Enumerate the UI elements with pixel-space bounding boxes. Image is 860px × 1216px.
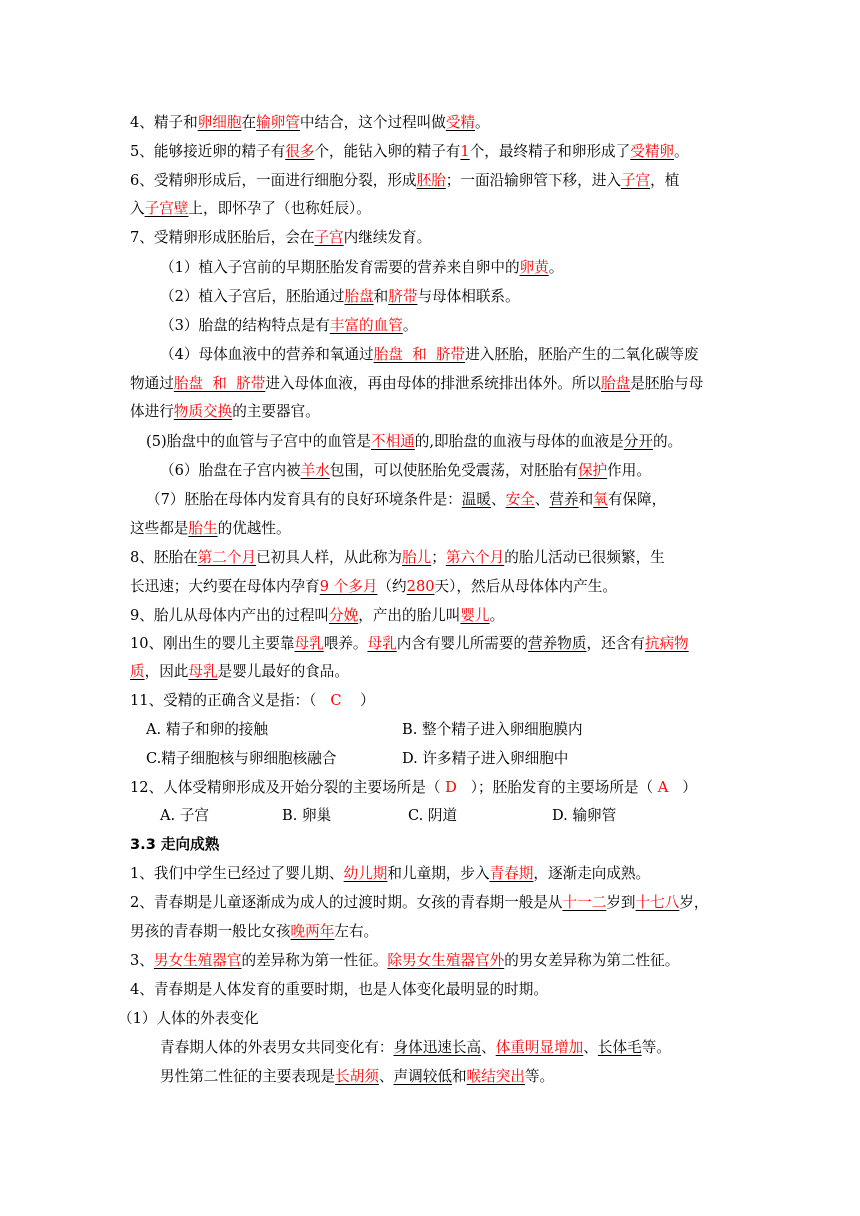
- answer: 羊水: [300, 462, 330, 479]
- answer: 第二个月: [197, 549, 257, 566]
- text-segment: 和: [451, 1068, 467, 1085]
- question-7-3: [160, 316, 417, 336]
- text-segment: 的主要器官。: [232, 403, 320, 420]
- answer: 280: [406, 578, 435, 595]
- text-segment: 中结合，这个过程叫做: [299, 114, 446, 131]
- text-segment: （2）植入子宫后，胚胎通过: [160, 288, 345, 305]
- answer: A: [657, 779, 669, 796]
- answer: 子宫: [620, 172, 651, 189]
- question-7-1: [160, 258, 563, 278]
- answer: 营养: [549, 491, 579, 508]
- text-segment: 等。: [524, 1068, 555, 1085]
- answer: 第六个月: [445, 549, 505, 566]
- answer: 氧: [593, 491, 608, 508]
- text-segment: 。: [674, 143, 689, 160]
- text-segment: （4）母体血液中的营养和氧通过: [160, 346, 374, 363]
- text-segment: 、: [378, 1068, 394, 1085]
- text-segment: 11、受精的正确含义是指：（: [130, 692, 317, 709]
- question-7-4-line-3: [130, 402, 320, 422]
- question-9: [130, 606, 504, 626]
- answer: 安全: [505, 491, 535, 508]
- text-segment: 的差异称为第一性征。: [241, 952, 388, 969]
- text-segment: 是婴儿最好的食品。: [217, 663, 349, 680]
- option-c: C. 阴道: [408, 807, 458, 824]
- text-segment: 3、: [130, 952, 154, 969]
- text-segment: 。: [548, 259, 564, 276]
- answer: 晚两年: [290, 923, 335, 940]
- answer: 胎盘 和 脐带: [373, 346, 466, 363]
- text-segment: 这些都是: [130, 520, 189, 537]
- text-segment: 岁到: [606, 894, 636, 911]
- text-segment: ，逐渐走向成熟。: [533, 865, 651, 882]
- answer: 保护: [577, 462, 608, 479]
- text-segment: （6）胎盘在子宫内被: [160, 462, 301, 479]
- text-segment: 入: [130, 200, 145, 217]
- text-segment: ，植: [650, 172, 680, 189]
- answer: D: [445, 779, 457, 796]
- text-segment: 9、胎儿从母体内产出的过程叫: [130, 607, 330, 624]
- answer: 婴儿: [460, 607, 490, 624]
- text-segment: 天），然后从母体体内产生。: [434, 578, 617, 595]
- text-segment: ，因此: [144, 663, 189, 680]
- answer: 温暖: [461, 491, 491, 508]
- answer: 青春期: [489, 865, 534, 882]
- answer: 男女生殖器官: [153, 952, 242, 969]
- text-segment: 、: [534, 491, 550, 508]
- answer: 很多: [285, 143, 315, 160]
- question-6-line-2: [130, 199, 371, 219]
- answer: 子宫: [314, 229, 344, 246]
- option-a: A. 子宫: [160, 807, 210, 824]
- answer: C: [330, 692, 342, 709]
- answer: 不相通: [371, 433, 415, 450]
- text-segment: 的男女差异称为第二性征。: [504, 952, 680, 969]
- section-heading: 3.3 走向成熟: [130, 836, 220, 853]
- text-segment: 个，最终精子和卵形成了: [469, 143, 631, 160]
- text-segment: 喂养。: [323, 635, 368, 652]
- answer: 1: [460, 143, 470, 160]
- option-c: C.精子细胞核与卵细胞核融合: [146, 750, 337, 767]
- section-q1: [130, 864, 650, 884]
- answer: 幼儿期: [343, 865, 388, 882]
- question-7-7-line-2: [130, 519, 291, 539]
- question-10-line-1: [130, 634, 689, 654]
- answer: 质: [130, 663, 145, 680]
- option-d: D. 输卵管: [552, 807, 617, 824]
- text-segment: 。: [489, 607, 505, 624]
- text-segment: 10、刚出生的婴儿主要靠: [130, 635, 295, 652]
- text-segment: 的胎儿活动已很频繁，生: [504, 549, 665, 566]
- option-d: D. 许多精子进入卵细胞中: [402, 750, 569, 767]
- answer: 喉结突出: [466, 1068, 525, 1085]
- text-segment: 作用。: [607, 462, 651, 479]
- answer: 丰富的血管: [329, 317, 403, 334]
- text-segment: 上，即怀孕了（也称妊辰）。: [188, 200, 371, 217]
- answer: 分娩: [329, 607, 359, 624]
- text-segment: 1、我们中学生已经过了婴儿期、: [130, 865, 344, 882]
- text-segment: 已初具人样，从此称为: [256, 549, 403, 566]
- text-segment: 左右。: [334, 923, 379, 940]
- answer: 长胡须: [335, 1068, 379, 1085]
- question-5: [130, 142, 689, 162]
- text-segment: 的,即胎盘的血液与母体的血液是: [414, 433, 624, 450]
- text-segment: 。: [475, 114, 490, 131]
- text-segment: 与母体相联系。: [417, 288, 520, 305]
- answer: 十七八: [635, 894, 680, 911]
- answer: 母乳: [367, 635, 397, 652]
- section-q3: [130, 951, 679, 971]
- question-4: [130, 113, 490, 133]
- question-7-4-line-1: [160, 345, 699, 365]
- text-segment: 岁，: [679, 894, 709, 911]
- text-segment: 4、精子和: [130, 114, 198, 131]
- text-segment: ；: [431, 549, 446, 566]
- text-segment: 有保障，: [607, 491, 667, 508]
- text-segment: 进入胚胎，胚胎产生的二氧化碳等废: [465, 346, 699, 363]
- answer: 物质交换: [173, 403, 233, 420]
- answer: 脐带: [388, 288, 418, 305]
- text-segment: 个，能钻入卵的精子有: [314, 143, 461, 160]
- text-segment: 包围，可以使胚胎免受震荡，对胚胎有: [329, 462, 578, 479]
- text-segment: 进入母体血液，再由母体的排泄系统排出体外。所以: [265, 375, 601, 392]
- text-segment: 男孩的青春期一般比女孩: [130, 923, 291, 940]
- question-12: [130, 778, 697, 798]
- text-segment: （3）胎盘的结构特点是有: [160, 317, 330, 334]
- option-b: B. 整个精子进入卵细胞膜内: [402, 721, 583, 738]
- question-7-5: [146, 432, 682, 452]
- text-segment: （1）植入子宫前的早期胚胎发育需要的营养来自卵中的: [160, 259, 520, 276]
- text-segment: ）: [682, 779, 697, 796]
- text-segment: 的。: [652, 433, 683, 450]
- text-segment: 内含有婴儿所需要的: [396, 635, 529, 652]
- answer: 除男女生殖器官外: [387, 952, 505, 969]
- question-7-4-line-2: [130, 374, 703, 394]
- text-segment: 和儿童期，步入: [387, 865, 490, 882]
- text-segment: 和: [578, 491, 594, 508]
- text-segment: 6、受精卵形成后，一面进行细胞分裂，形成: [130, 172, 417, 189]
- answer: 卵黄: [519, 259, 549, 276]
- text-segment: ）；胚胎发育的主要场所是（: [470, 779, 654, 796]
- text-segment: ；一面沿输卵管下移，进入: [445, 172, 621, 189]
- answer: 抗病物: [644, 635, 689, 652]
- answer: 胎盘: [601, 375, 631, 392]
- question-7: [130, 228, 431, 248]
- text-segment: 是胚胎与母: [630, 375, 704, 392]
- answer: 子宫壁: [144, 200, 189, 217]
- question-10-line-2: [130, 662, 349, 682]
- text-segment: 长迅速；大约要在母体内孕育: [130, 578, 320, 595]
- text-segment: 的优越性。: [217, 520, 291, 537]
- section-q4-1-b: [160, 1067, 554, 1087]
- answer: 受精卵: [630, 143, 675, 160]
- text-segment: 内继续发育。: [343, 229, 432, 246]
- text-segment: 体进行: [130, 403, 174, 420]
- text-segment: 7、受精卵形成胚胎后，会在: [130, 229, 315, 246]
- answer: 胎盘: [344, 288, 374, 305]
- section-q4-1: （1）人体的外表变化: [118, 1010, 259, 1027]
- answer: 胎盘 和 脐带: [173, 375, 266, 392]
- answer: 母乳: [294, 635, 324, 652]
- text-segment: (5)胎盘中的血管与子宫中的血管是: [146, 433, 371, 450]
- text-segment: 2、青春期是儿童逐渐成为成人的过渡时期。女孩的青春期一般是从: [130, 894, 563, 911]
- question-11: [130, 691, 375, 711]
- answer: 卵细胞: [197, 114, 242, 131]
- text-segment: 物通过: [130, 375, 174, 392]
- answer: 分开: [623, 433, 653, 450]
- question-8-line-2: [130, 577, 617, 597]
- option-a: A. 精子和卵的接触: [146, 721, 268, 738]
- section-q2-line-2: [130, 922, 378, 942]
- section-q4: 4、青春期是人体发育的重要时期，也是人体变化最明显的时期。: [130, 981, 548, 998]
- text-segment: 、: [481, 1039, 496, 1056]
- question-7-6: [160, 461, 651, 481]
- answer: 十一二: [562, 894, 607, 911]
- answer: 胎生: [188, 520, 218, 537]
- text-segment: （约: [377, 578, 407, 595]
- answer: 胎儿: [402, 549, 432, 566]
- question-7-7-line-1: [146, 490, 666, 510]
- section-q4-1-a: [160, 1038, 671, 1058]
- question-8-line-1: [130, 548, 665, 568]
- answer: 9 个多月: [319, 578, 378, 595]
- text-segment: 等。: [641, 1039, 671, 1056]
- text-segment: 青春期人体的外表男女共同变化有：: [160, 1039, 394, 1056]
- section-q2-line-1: [130, 893, 709, 913]
- text-segment: 12、人体受精卵形成及开始分裂的主要场所是（: [130, 779, 441, 796]
- text-segment: ）: [360, 692, 375, 709]
- text-segment: 和: [373, 288, 389, 305]
- text-segment: 、: [490, 491, 506, 508]
- text-segment: 5、能够接近卵的精子有: [130, 143, 286, 160]
- text-segment: 。: [402, 317, 418, 334]
- answer: 胚胎: [416, 172, 446, 189]
- option-b: B. 卵巢: [282, 807, 332, 824]
- answer: 母乳: [188, 663, 218, 680]
- answer: 营养物质: [528, 635, 587, 652]
- text-segment: 8、胚胎在: [130, 549, 198, 566]
- text-segment: ，还含有: [586, 635, 645, 652]
- answer: 输卵管: [256, 114, 300, 131]
- text-segment: 、: [583, 1039, 598, 1056]
- answer: 长体毛: [597, 1039, 642, 1056]
- question-7-2: [160, 287, 520, 307]
- question-6-line-1: [130, 171, 679, 191]
- answer: 声调较低: [393, 1068, 452, 1085]
- text-segment: 男性第二性征的主要表现是: [160, 1068, 336, 1085]
- answer: 体重明显增加: [495, 1039, 584, 1056]
- answer: 受精: [445, 114, 476, 131]
- text-segment: ，产出的胎儿叫: [358, 607, 461, 624]
- text-segment: 在: [241, 114, 257, 131]
- answer: 身体迅速长高: [393, 1039, 482, 1056]
- text-segment: （7）胚胎在母体内发育具有的良好环境条件是：: [146, 491, 462, 508]
